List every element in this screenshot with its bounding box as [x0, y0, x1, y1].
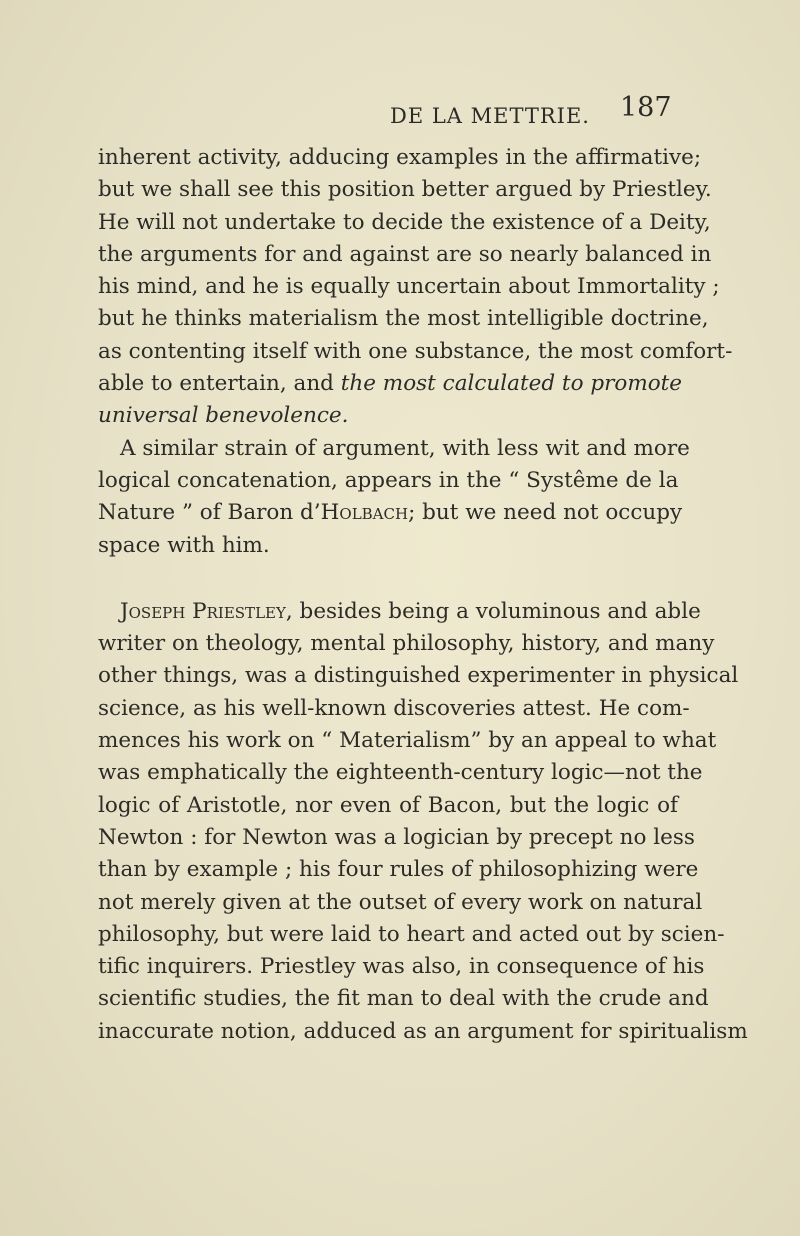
text-run: able to entertain, and [98, 371, 341, 397]
text-run: ; but we need not occupy [408, 500, 683, 526]
text-line: Newton : for Newton was a logician by precept no less [98, 824, 695, 850]
text-line: other things, was a distinguished experimenter in physical [98, 663, 739, 689]
text-line: philosophy, but were laid to heart and acted out by scien- [98, 921, 725, 947]
section-gap [98, 562, 678, 596]
italic-quote: the most calculated to promote [340, 371, 683, 397]
text-run: Nature ” of Baron d’ [98, 500, 321, 526]
text-line: inherent activity, adducing examples in the affirmative; [98, 145, 702, 170]
italic-quote: universal benevolence. [98, 403, 349, 429]
text-line: tific inquirers. Priestley was also, in consequence of his [98, 954, 705, 980]
text-line: was emphatically the eighteenth-century logic—not the [98, 760, 703, 786]
text-line [98, 400, 678, 432]
text-line: as contenting itself with one substance, the most comfort- [98, 338, 733, 364]
text-line [98, 596, 701, 628]
text-line: the arguments for and against are so nearly balanced in [98, 241, 712, 267]
text-line: mences his work on “ Materialism” by an appeal to what [98, 728, 717, 754]
paragraph-1 [98, 142, 733, 433]
text-line [98, 497, 683, 529]
text-line: not merely given at the outset of every work on natural [98, 889, 703, 915]
body-text [98, 142, 748, 1048]
text-line: than by example ; his four rules of philosophizing were [98, 857, 699, 883]
running-head: DE LA METTRIE. [390, 104, 590, 128]
author-name: Joseph Priestley [120, 598, 286, 624]
text-line: A similar strain of argument, with less wit and more [120, 435, 690, 461]
text-line: He will not undertake to decide the existence of a Deity, [98, 209, 711, 235]
text-line [98, 368, 683, 400]
text-line: inaccurate notion, adduced as an argument for spiritualism [98, 1018, 748, 1044]
text-line: scientific studies, the fit man to deal with the crude and [98, 986, 709, 1012]
text-run: , besides being a voluminous and able [285, 598, 701, 624]
author-name: Holbach [320, 500, 409, 526]
text-line: his mind, and he is equally uncertain about Immortality ; [98, 274, 720, 300]
text-line: writer on theology, mental philosophy, history, and many [98, 631, 715, 657]
page-number: 187 [620, 92, 672, 123]
text-line: logic of Aristotle, nor even of Bacon, but the logic of [98, 792, 678, 818]
text-line: but we shall see this position better argued by Priestley. [98, 177, 712, 203]
text-line: but he thinks materialism the most intelligible doctrine, [98, 306, 709, 332]
text-line: space with him. [98, 532, 270, 558]
text-line: logical concatenation, appears in the “ Systême de la [98, 467, 679, 493]
paragraph-3 [98, 596, 748, 1048]
paragraph-2 [98, 433, 690, 562]
text-line: science, as his well-known discoveries attest. He com- [98, 695, 690, 721]
